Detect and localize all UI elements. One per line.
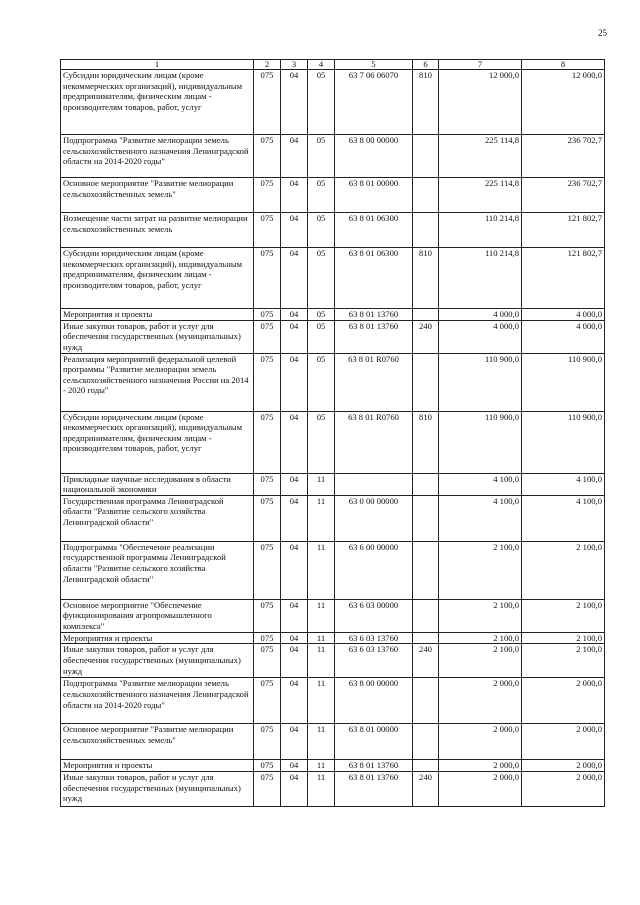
cell-expense-type: [413, 213, 439, 248]
cell-subsection-code: 05: [308, 320, 335, 353]
page-number: 25: [598, 28, 607, 38]
table-row: [61, 411, 605, 473]
cell-item-code: 075: [254, 135, 281, 178]
cell-amount-year-2: 2 100,0: [522, 632, 605, 644]
cell-item-name: Реализация мероприятий федеральной целевой программы "Развитие мелиорации земель сельскохозяйственного назначения России на 2014 - 2020 годы": [61, 353, 254, 411]
cell-item-code: 075: [254, 309, 281, 321]
budget-table: [60, 59, 605, 807]
cell-target-code: 63 8 01 R0760: [335, 353, 413, 411]
table-row: [61, 678, 605, 724]
cell-item-code: 075: [254, 353, 281, 411]
cell-section-code: 04: [281, 411, 308, 473]
cell-amount-year-2: 2 000,0: [522, 760, 605, 772]
cell-expense-type: [413, 724, 439, 760]
cell-expense-type: [413, 632, 439, 644]
cell-item-code: 075: [254, 632, 281, 644]
cell-item-name: Основное мероприятие "Развитие мелиорации сельскохозяйственных земель": [61, 724, 254, 760]
cell-subsection-code: 11: [308, 599, 335, 632]
cell-subsection-code: 05: [308, 411, 335, 473]
cell-expense-type: [413, 135, 439, 178]
cell-amount-year-2: 2 000,0: [522, 678, 605, 724]
cell-item-name: Субсидии юридическим лицам (кроме некоммерческих организаций), индивидуальным предпринимателям, физическим лицам - производителям товаров, работ, услуг: [61, 411, 254, 473]
cell-item-name: Иные закупки товаров, работ и услуг для обеспечения государственных (муниципальных) нужд: [61, 771, 254, 806]
cell-amount-year-1: 2 100,0: [439, 644, 522, 678]
table-row: [61, 70, 605, 135]
cell-section-code: 04: [281, 771, 308, 806]
header-row: [61, 60, 605, 70]
table-row: [61, 632, 605, 644]
cell-item-code: 075: [254, 644, 281, 678]
cell-amount-year-2: 110 900,0: [522, 411, 605, 473]
cell-amount-year-1: 110 214,8: [439, 213, 522, 248]
table-row: [61, 760, 605, 772]
cell-amount-year-2: 121 802,7: [522, 213, 605, 248]
table-row: [61, 309, 605, 321]
cell-item-code: 075: [254, 760, 281, 772]
col-header-3: 3: [281, 60, 308, 70]
cell-target-code: 63 8 01 13760: [335, 320, 413, 353]
table-row: [61, 248, 605, 309]
table-row: [61, 178, 605, 213]
table-row: [61, 213, 605, 248]
table-row: [61, 495, 605, 541]
cell-item-code: 075: [254, 473, 281, 495]
cell-amount-year-2: 4 000,0: [522, 309, 605, 321]
col-header-2: 2: [254, 60, 281, 70]
cell-item-code: 075: [254, 495, 281, 541]
table-row: [61, 320, 605, 353]
cell-item-name: Субсидии юридическим лицам (кроме некоммерческих организаций), индивидуальным предпринимателям, физическим лицам - производителям товаров, работ, услуг: [61, 248, 254, 309]
col-header-5: 5: [335, 60, 413, 70]
col-header-7: 7: [439, 60, 522, 70]
cell-section-code: 04: [281, 678, 308, 724]
cell-section-code: 04: [281, 760, 308, 772]
cell-subsection-code: 05: [308, 70, 335, 135]
cell-subsection-code: 05: [308, 213, 335, 248]
cell-target-code: [335, 473, 413, 495]
cell-expense-type: 810: [413, 411, 439, 473]
col-header-4: 4: [308, 60, 335, 70]
cell-item-name: Основное мероприятие "Развитие мелиорации сельскохозяйственных земель": [61, 178, 254, 213]
cell-target-code: 63 6 03 13760: [335, 644, 413, 678]
cell-amount-year-2: 4 100,0: [522, 473, 605, 495]
cell-target-code: 63 0 00 00000: [335, 495, 413, 541]
cell-expense-type: [413, 760, 439, 772]
cell-expense-type: 240: [413, 320, 439, 353]
col-header-1: 1: [61, 60, 254, 70]
cell-amount-year-1: 2 000,0: [439, 724, 522, 760]
cell-amount-year-2: 121 802,7: [522, 248, 605, 309]
col-header-6: 6: [413, 60, 439, 70]
cell-target-code: 63 8 00 00000: [335, 135, 413, 178]
cell-amount-year-1: 110 214,8: [439, 248, 522, 309]
cell-item-code: 075: [254, 320, 281, 353]
cell-item-code: 075: [254, 411, 281, 473]
cell-amount-year-2: 236 702,7: [522, 135, 605, 178]
cell-subsection-code: 11: [308, 495, 335, 541]
cell-amount-year-2: 2 100,0: [522, 541, 605, 599]
cell-item-code: 075: [254, 771, 281, 806]
cell-subsection-code: 05: [308, 135, 335, 178]
cell-item-name: Подпрограмма "Развитие мелиорации земель сельскохозяйственного назначения Ленинградской области на 2014-2020 годы": [61, 135, 254, 178]
table-row: [61, 135, 605, 178]
cell-amount-year-2: 4 100,0: [522, 495, 605, 541]
cell-target-code: 63 6 03 00000: [335, 599, 413, 632]
cell-amount-year-1: 4 000,0: [439, 309, 522, 321]
cell-amount-year-1: 2 000,0: [439, 760, 522, 772]
cell-expense-type: 240: [413, 644, 439, 678]
cell-item-name: Мероприятия и проекты: [61, 760, 254, 772]
cell-amount-year-2: 4 000,0: [522, 320, 605, 353]
cell-section-code: 04: [281, 495, 308, 541]
cell-item-name: Основное мероприятие "Обеспечение функционирования агропромышленного комплекса": [61, 599, 254, 632]
cell-item-code: 075: [254, 213, 281, 248]
cell-section-code: 04: [281, 473, 308, 495]
cell-amount-year-2: 236 702,7: [522, 178, 605, 213]
cell-expense-type: 810: [413, 248, 439, 309]
cell-amount-year-1: 4 100,0: [439, 473, 522, 495]
table-row: [61, 599, 605, 632]
cell-expense-type: [413, 678, 439, 724]
cell-amount-year-1: 225 114,8: [439, 178, 522, 213]
cell-target-code: 63 6 03 13760: [335, 632, 413, 644]
cell-section-code: 04: [281, 135, 308, 178]
cell-target-code: 63 8 01 R0760: [335, 411, 413, 473]
cell-section-code: 04: [281, 178, 308, 213]
cell-item-code: 075: [254, 178, 281, 213]
cell-item-code: 075: [254, 678, 281, 724]
cell-subsection-code: 11: [308, 632, 335, 644]
cell-expense-type: [413, 178, 439, 213]
cell-subsection-code: 11: [308, 724, 335, 760]
cell-target-code: 63 6 00 00000: [335, 541, 413, 599]
cell-section-code: 04: [281, 724, 308, 760]
cell-section-code: 04: [281, 213, 308, 248]
cell-section-code: 04: [281, 644, 308, 678]
cell-section-code: 04: [281, 599, 308, 632]
cell-item-name: Иные закупки товаров, работ и услуг для обеспечения государственных (муниципальных) нужд: [61, 644, 254, 678]
cell-expense-type: [413, 353, 439, 411]
cell-target-code: 63 8 01 13760: [335, 309, 413, 321]
cell-item-code: 075: [254, 541, 281, 599]
cell-item-code: 075: [254, 724, 281, 760]
cell-expense-type: [413, 599, 439, 632]
cell-section-code: 04: [281, 70, 308, 135]
cell-expense-type: [413, 541, 439, 599]
cell-item-name: Иные закупки товаров, работ и услуг для обеспечения государственных (муниципальных) нужд: [61, 320, 254, 353]
table-row: [61, 724, 605, 760]
cell-subsection-code: 11: [308, 760, 335, 772]
cell-item-name: Мероприятия и проекты: [61, 309, 254, 321]
cell-section-code: 04: [281, 320, 308, 353]
cell-target-code: 63 8 01 13760: [335, 760, 413, 772]
cell-item-name: Государственная программа Ленинградской области "Развитие сельского хозяйства Ленинградской области": [61, 495, 254, 541]
cell-subsection-code: 05: [308, 309, 335, 321]
cell-expense-type: [413, 495, 439, 541]
cell-amount-year-2: 2 000,0: [522, 724, 605, 760]
cell-amount-year-1: 2 000,0: [439, 678, 522, 724]
cell-amount-year-1: 110 900,0: [439, 411, 522, 473]
cell-amount-year-1: 2 100,0: [439, 541, 522, 599]
cell-item-code: 075: [254, 248, 281, 309]
cell-section-code: 04: [281, 541, 308, 599]
cell-item-code: 075: [254, 599, 281, 632]
cell-amount-year-1: 2 100,0: [439, 599, 522, 632]
cell-item-name: Мероприятия и проекты: [61, 632, 254, 644]
cell-amount-year-1: 4 000,0: [439, 320, 522, 353]
cell-subsection-code: 05: [308, 353, 335, 411]
cell-amount-year-1: 4 100,0: [439, 495, 522, 541]
cell-item-name: Подпрограмма "Обеспечение реализации государственной программы Ленинградской области "Развитие сельского хозяйства Ленинградской области": [61, 541, 254, 599]
cell-target-code: 63 7 06 06070: [335, 70, 413, 135]
cell-section-code: 04: [281, 309, 308, 321]
cell-amount-year-1: 2 100,0: [439, 632, 522, 644]
cell-section-code: 04: [281, 632, 308, 644]
cell-target-code: 63 8 01 06300: [335, 248, 413, 309]
cell-subsection-code: 05: [308, 248, 335, 309]
cell-amount-year-1: 225 114,8: [439, 135, 522, 178]
cell-expense-type: 810: [413, 70, 439, 135]
table-row: [61, 771, 605, 806]
cell-section-code: 04: [281, 248, 308, 309]
cell-item-code: 075: [254, 70, 281, 135]
cell-target-code: 63 8 01 00000: [335, 724, 413, 760]
cell-subsection-code: 11: [308, 541, 335, 599]
cell-section-code: 04: [281, 353, 308, 411]
cell-item-name: Субсидии юридическим лицам (кроме некоммерческих организаций), индивидуальным предпринимателям, физическим лицам - производителям товаров, работ, услуг: [61, 70, 254, 135]
cell-item-name: Подпрограмма "Развитие мелиорации земель сельскохозяйственного назначения Ленинградской области на 2014-2020 годы": [61, 678, 254, 724]
cell-expense-type: 240: [413, 771, 439, 806]
cell-item-name: Возмещение части затрат на развитие мелиорации сельскохозяйственных земель: [61, 213, 254, 248]
cell-subsection-code: 05: [308, 178, 335, 213]
cell-target-code: 63 8 01 13760: [335, 771, 413, 806]
table-row: [61, 541, 605, 599]
cell-target-code: 63 8 01 06300: [335, 213, 413, 248]
cell-amount-year-1: 12 000,0: [439, 70, 522, 135]
cell-amount-year-2: 110 900,0: [522, 353, 605, 411]
cell-item-name: Прикладные научные исследования в области национальной экономики: [61, 473, 254, 495]
cell-target-code: 63 8 00 00000: [335, 678, 413, 724]
cell-amount-year-2: 2 100,0: [522, 599, 605, 632]
cell-subsection-code: 11: [308, 771, 335, 806]
cell-subsection-code: 11: [308, 473, 335, 495]
cell-amount-year-2: 12 000,0: [522, 70, 605, 135]
cell-expense-type: [413, 473, 439, 495]
cell-amount-year-1: 110 900,0: [439, 353, 522, 411]
cell-amount-year-2: 2 000,0: [522, 771, 605, 806]
table-row: [61, 353, 605, 411]
cell-expense-type: [413, 309, 439, 321]
table-row: [61, 644, 605, 678]
col-header-8: 8: [522, 60, 605, 70]
cell-subsection-code: 11: [308, 678, 335, 724]
cell-target-code: 63 8 01 00000: [335, 178, 413, 213]
cell-subsection-code: 11: [308, 644, 335, 678]
cell-amount-year-2: 2 100,0: [522, 644, 605, 678]
cell-amount-year-1: 2 000,0: [439, 771, 522, 806]
table-row: [61, 473, 605, 495]
